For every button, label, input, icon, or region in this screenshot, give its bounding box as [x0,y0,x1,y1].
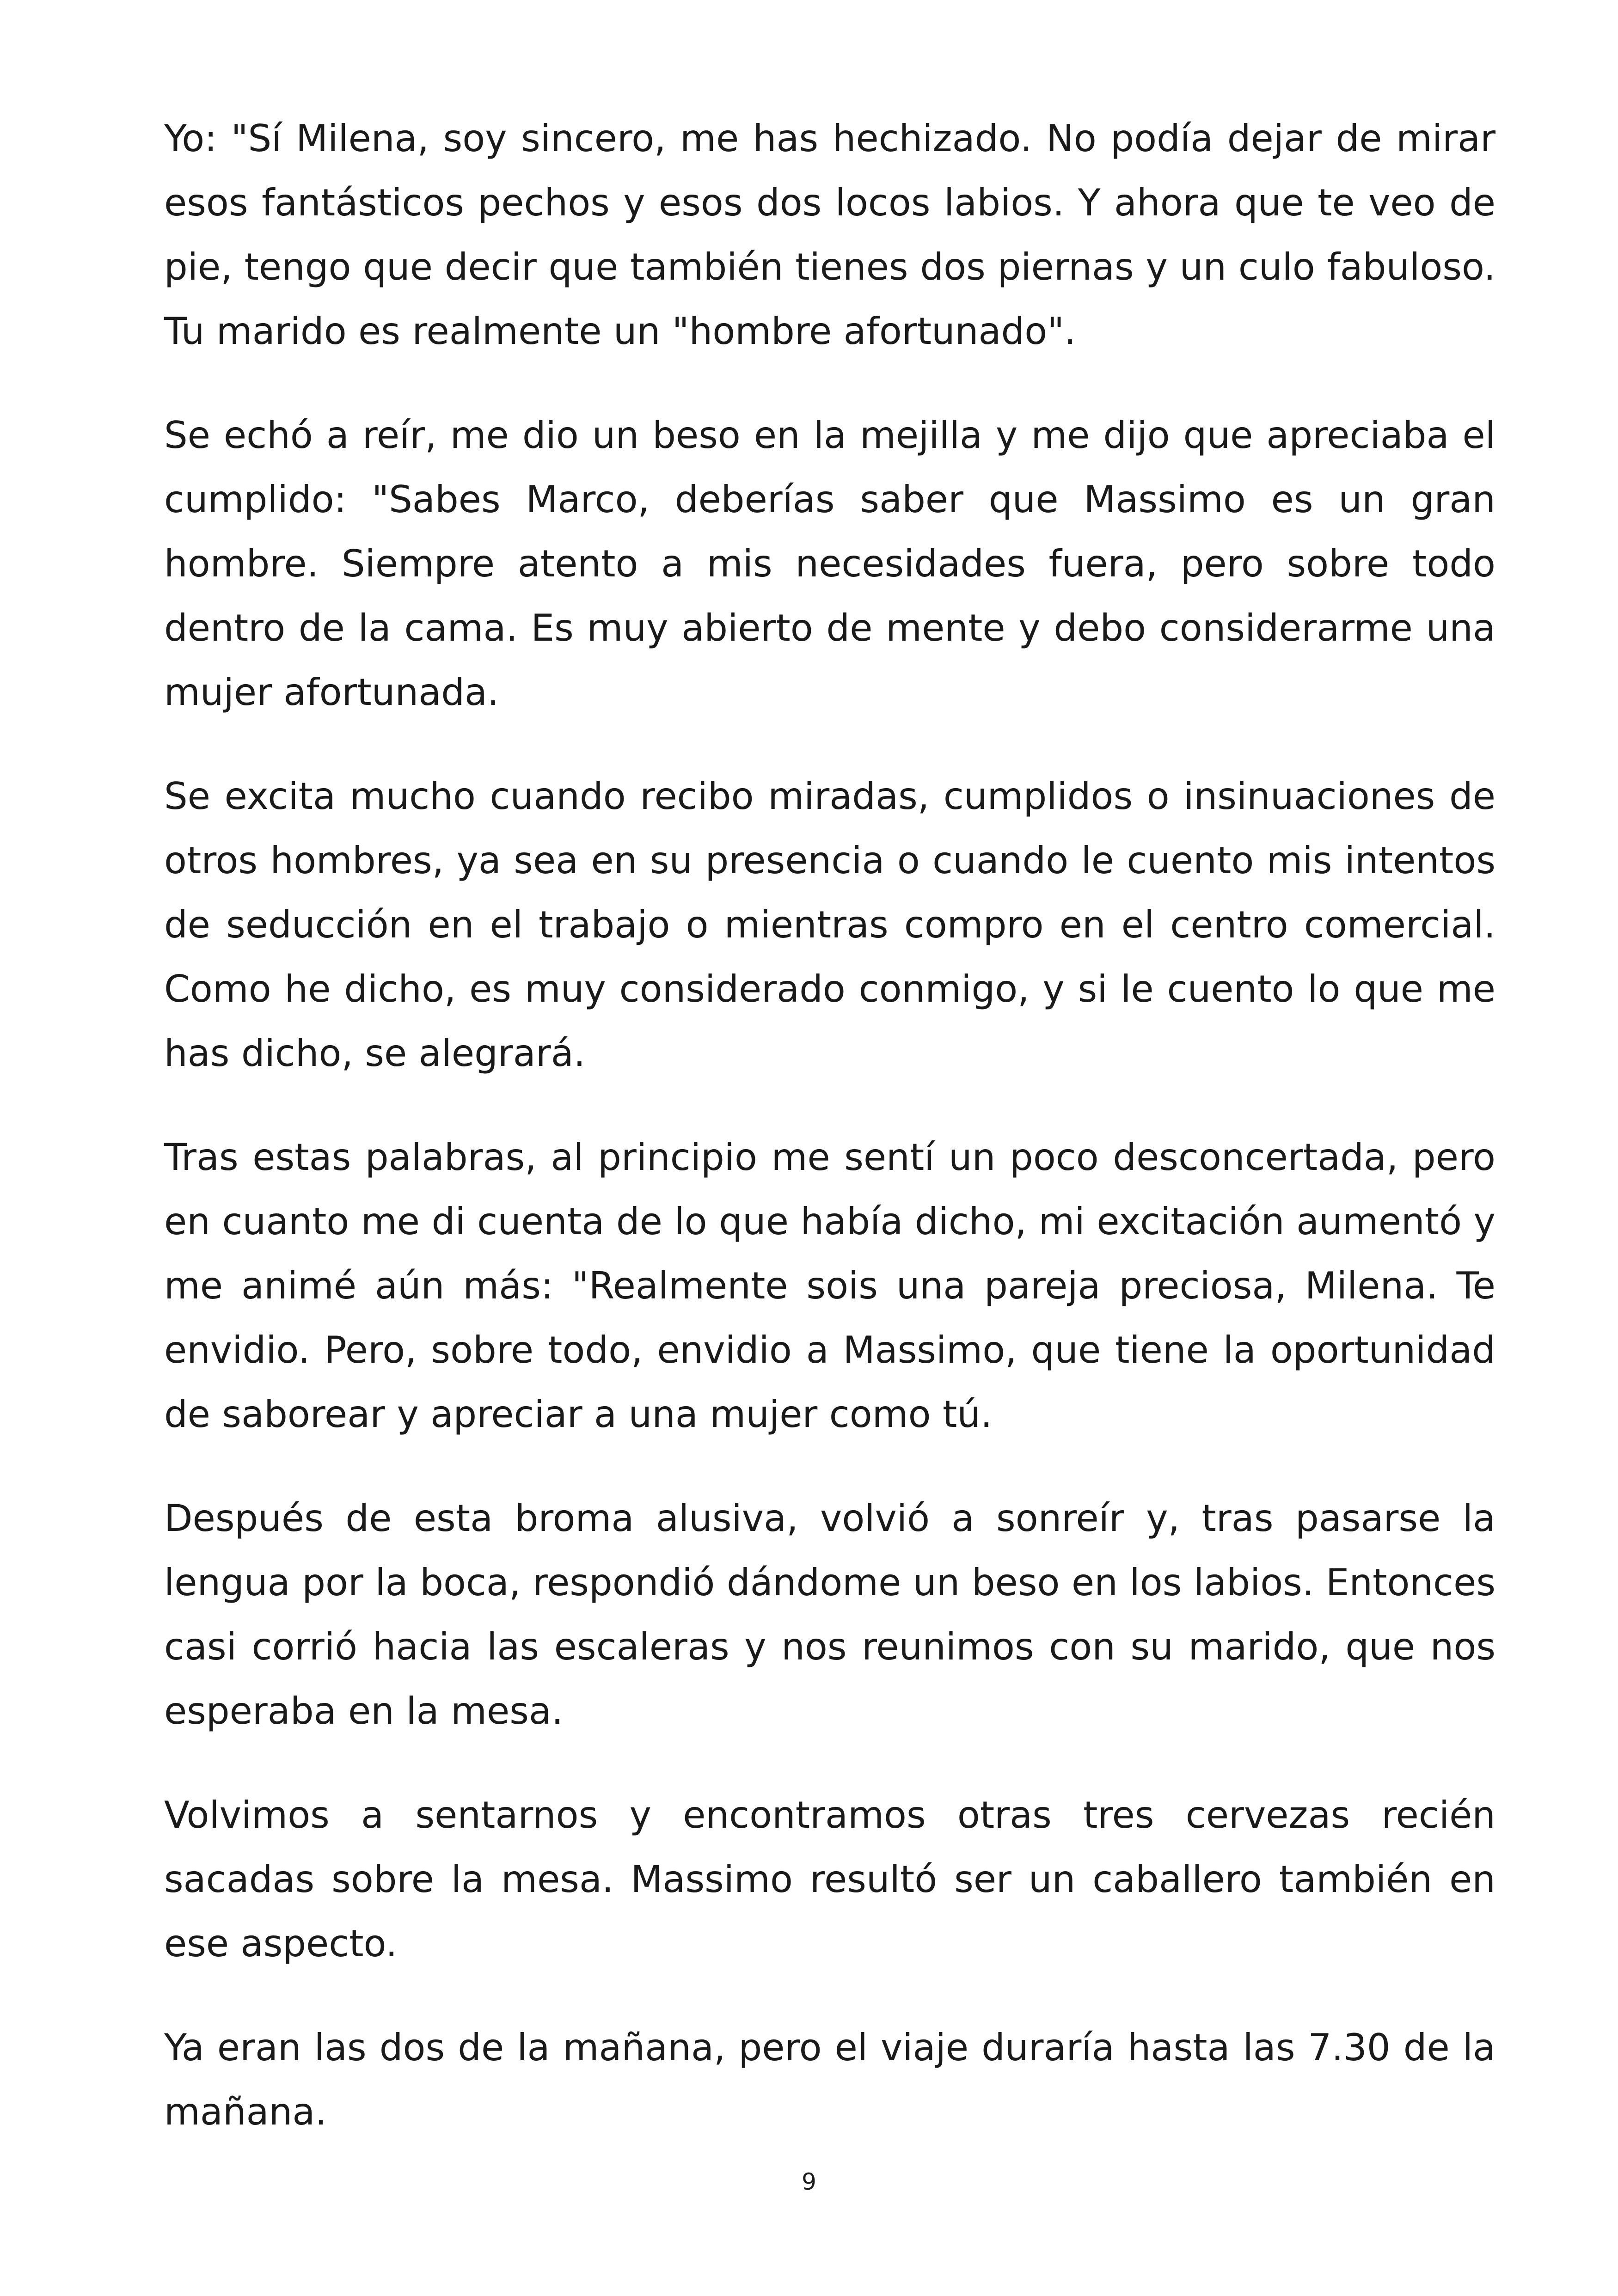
paragraph: Se echó a reír, me dio un beso en la mejilla y me dijo que apreciaba el cumplido: "Sabes Marco, deberías saber que Massimo es un gran hombre. Siempre atento a mis necesidades fuera, pero sobre todo dentro de la cama. Es muy abierto de mente y debo considerarme una mujer afortunada. [164,414,1495,714]
paragraph: Tras estas palabras, al principio me sentí un poco desconcertada, pero en cuanto me di cuenta de lo que había dicho, mi excitación aumentó y me animé aún más: "Realmente sois una pareja preciosa, Milena. Te envidio. Pero, sobre todo, envidio a Massimo, que tiene la oportunidad de saborear y apreciar a una mujer como tú. [164,1136,1495,1436]
page-number: 9 [802,2168,816,2195]
paragraph: Se excita mucho cuando recibo miradas, cumplidos o insinuaciones de otros hombres, ya sea en su presencia o cuando le cuento mis intentos de seducción en el trabajo o mientras compro en el centro comercial. Como he dicho, es muy considerado conmigo, y si le cuento lo que me has dicho, se alegrará. [164,775,1495,1075]
paragraph: Después de esta broma alusiva, volvió a sonreír y, tras pasarse la lengua por la boca, respondió dándome un beso en los labios. Entonces casi corrió hacia las escaleras y nos reunimos con su marido, que nos esperaba en la mesa. [164,1497,1495,1733]
paragraph: Ya eran las dos de la mañana, pero el viaje duraría hasta las 7.30 de la mañana. [164,2026,1495,2133]
paragraph: Yo: "Sí Milena, soy sincero, me has hechizado. No podía dejar de mirar esos fantásticos pechos y esos dos locos labios. Y ahora que te veo de pie, tengo que decir que también tienes dos piernas y un culo fabuloso. Tu marido es realmente un "hombre afortunado". [164,117,1495,353]
body-text [164,106,1495,2184]
paragraph: Volvimos a sentarnos y encontramos otras tres cervezas recién sacadas sobre la mesa. Massimo resultó ser un caballero también en ese aspecto. [164,1794,1495,1965]
